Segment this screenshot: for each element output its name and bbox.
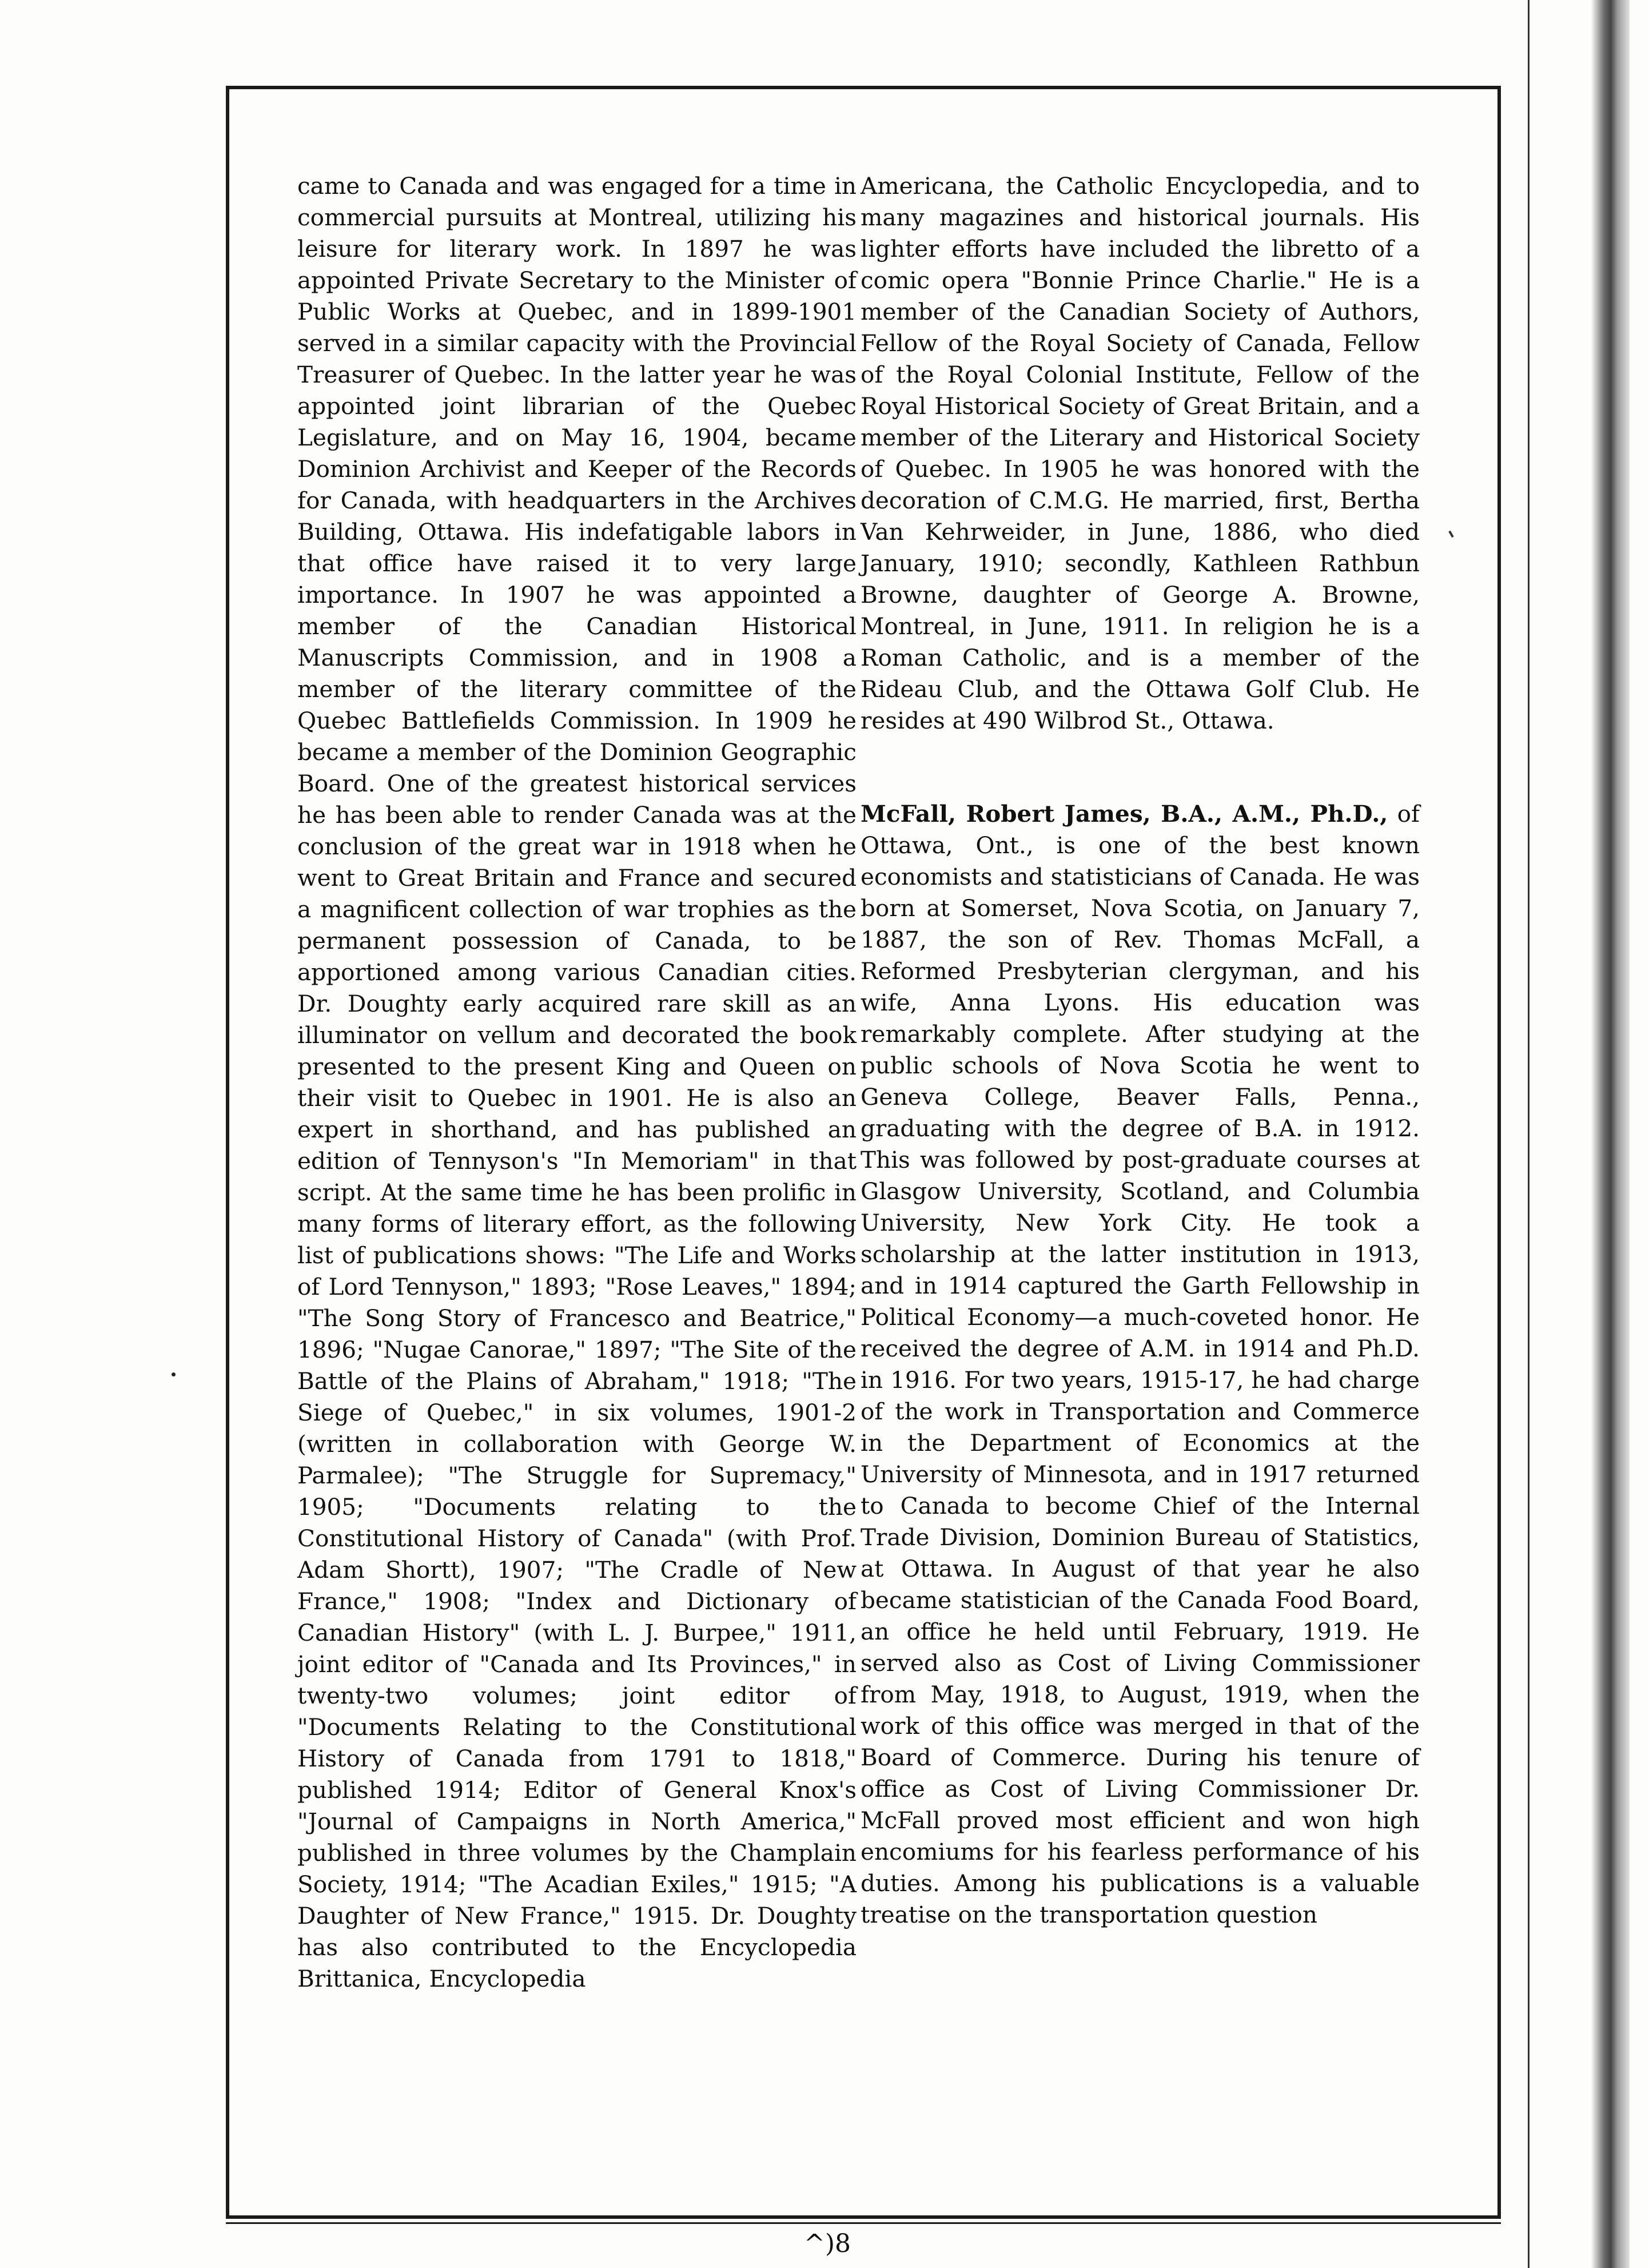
binding-edge-shadow xyxy=(1544,0,1630,2268)
biography-continuation-text: came to Canada and was engaged for a time in commercial pursuits at Montreal, utilizing his leisure for literary work. In 1897 he was appointed Private Secretary to the Minister of Public Works at Quebec, and in 1899-1901 served in a similar capacity with the Provincial Treasurer of Quebec. In the latter year he was appointed joint librarian of the Quebec Legislature, and on May 16, 1904, became Dominion Archivist and Keeper of the Records for Canada, with headquarters in the Archives Building, Ottawa. His indefatigable labors in that office have raised it to very large importance. In 1907 he was appointed a member of the Canadian Historical Manuscripts Commission, and in 1908 a member of the literary committee of the Quebec Battlefields Commission. In 1909 he became a member of the Dominion Geographic Board. One of the greatest historical services he has been able to render Canada was at the conclusion of the great war in 1918 when he went to Great Britain and France and secured a magnificent collection of war trophies as the permanent possession of Canada, to be apportioned among various Canadian cities. Dr. Doughty early acquired rare skill as an illuminator on vellum and decorated the book presented to the present King and Queen on their visit to Quebec in 1901. He is also an expert in shorthand, and has published an edition of Tennyson's "In Memoriam" in that script. At the same time he has been prolific in many forms of literary effort, as the following list of publications shows: "The Life and Works of Lord Tennyson," 1893; "Rose Leaves," 1894; "The Song Story of Francesco and Beatrice," 1896; "Nugae Canorae," 1897; "The Site of the Battle of the Plains of Abraham," 1918; "The Siege of Quebec," in six volumes, 1901-2 (written in collaboration with George W. Parmalee); "The Struggle for Supremacy," 1905; "Documents relating to the Constitutional History of Canada" (with Prof. Adam Shortt), 1907; "The Cradle of New France," 1908; "Index and Dictionary of Canadian History" (with L. J. Burpee," 1911, joint editor of "Canada and Its Provinces," in twenty-two volumes; joint editor of "Documents Relating to the Constitutional History of Canada from 1791 to 1818," published 1914; Editor of General Knox's "Journal of Campaigns in North America," published in three volumes by the Champlain Society, 1914; "The Acadian Exiles," 1915; "A Daughter of New France," 1915. Dr. Doughty has also contributed to the Encyclopedia Brittanica, Encyclopedia xyxy=(297,172,857,1992)
frame-border-left xyxy=(226,86,229,2219)
frame-border-top xyxy=(226,86,1501,89)
entry-body-text: of Ottawa, Ont., is one of the best known economists and statisticians of Canada. He was born at Somerset, Nova Scotia, on January 7, 1887, the son of Rev. Thomas McFall, a Reformed Presbyterian clergyman, and his wife, Anna Lyons. His education was remarkably complete. After studying at the public schools of Nova Scotia he went to Geneva College, Beaver Falls, Penna., graduating with the degree of B.A. in 1912. This was followed by post-graduate courses at Glasgow University, Scotland, and Columbia University, New York City. He took a scholarship at the latter institution in 1913, and in 1914 captured the Garth Fellowship in Political Economy—a much-coveted honor. He received the degree of A.M. in 1914 and Ph.D. in 1916. For two years, 1915-17, he had charge of the work in Transportation and Commerce in the Department of Economics at the University of Minnesota, and in 1917 returned to Canada to become Chief of the Internal Trade Division, Dominion Bureau of Statistics, at Ottawa. In August of that year he also became statistician of the Canada Food Board, an office he held until February, 1919. He served also as Cost of Living Commissioner from May, 1918, to August, 1919, when the work of this office was merged in that of the Board of Commerce. During his tenure of office as Cost of Living Commissioner Dr. McFall proved most efficient and won high encomiums for his fearless performance of his duties. Among his publications is a valuable treatise on the transportation question xyxy=(861,800,1420,1928)
frame-border-right xyxy=(1497,86,1501,2219)
right-column xyxy=(861,170,1420,2138)
stray-ink-mark xyxy=(1448,531,1453,538)
frame-border-bottom-double xyxy=(226,2222,1501,2224)
stray-ink-dot xyxy=(172,1372,176,1376)
binding-edge-line xyxy=(1528,0,1529,2268)
entry-heading-name: McFall, Robert James, B.A., A.M., Ph.D., xyxy=(861,800,1388,827)
biography-continuation-end-text: Americana, the Catholic Encyclopedia, and to many magazines and historical journals. His lighter efforts have included the libretto of a comic opera "Bonnie Prince Charlie." He is a member of the Canadian Society of Authors, Fellow of the Royal Society of Canada, Fellow of the Royal Colonial Institute, Fellow of the Royal Historical Society of Great Britain, and a member of the Literary and Historical Society of Quebec. In 1905 he was honored with the decoration of C.M.G. He married, first, Bertha Van Kehrweider, in June, 1886, who died January, 1910; secondly, Kathleen Rathbun Browne, daughter of George A. Browne, Montreal, in June, 1911. In religion he is a Roman Catholic, and is a member of the Rideau Club, and the Ottawa Golf Club. He resides at 490 Wilbrod St., Ottawa. xyxy=(861,172,1420,734)
page-number: ^)8 xyxy=(803,2229,851,2258)
entry-spacer xyxy=(861,737,1420,798)
mcfall-entry xyxy=(861,798,1420,1931)
left-column xyxy=(297,170,857,2138)
frame-border-bottom xyxy=(226,2215,1501,2219)
